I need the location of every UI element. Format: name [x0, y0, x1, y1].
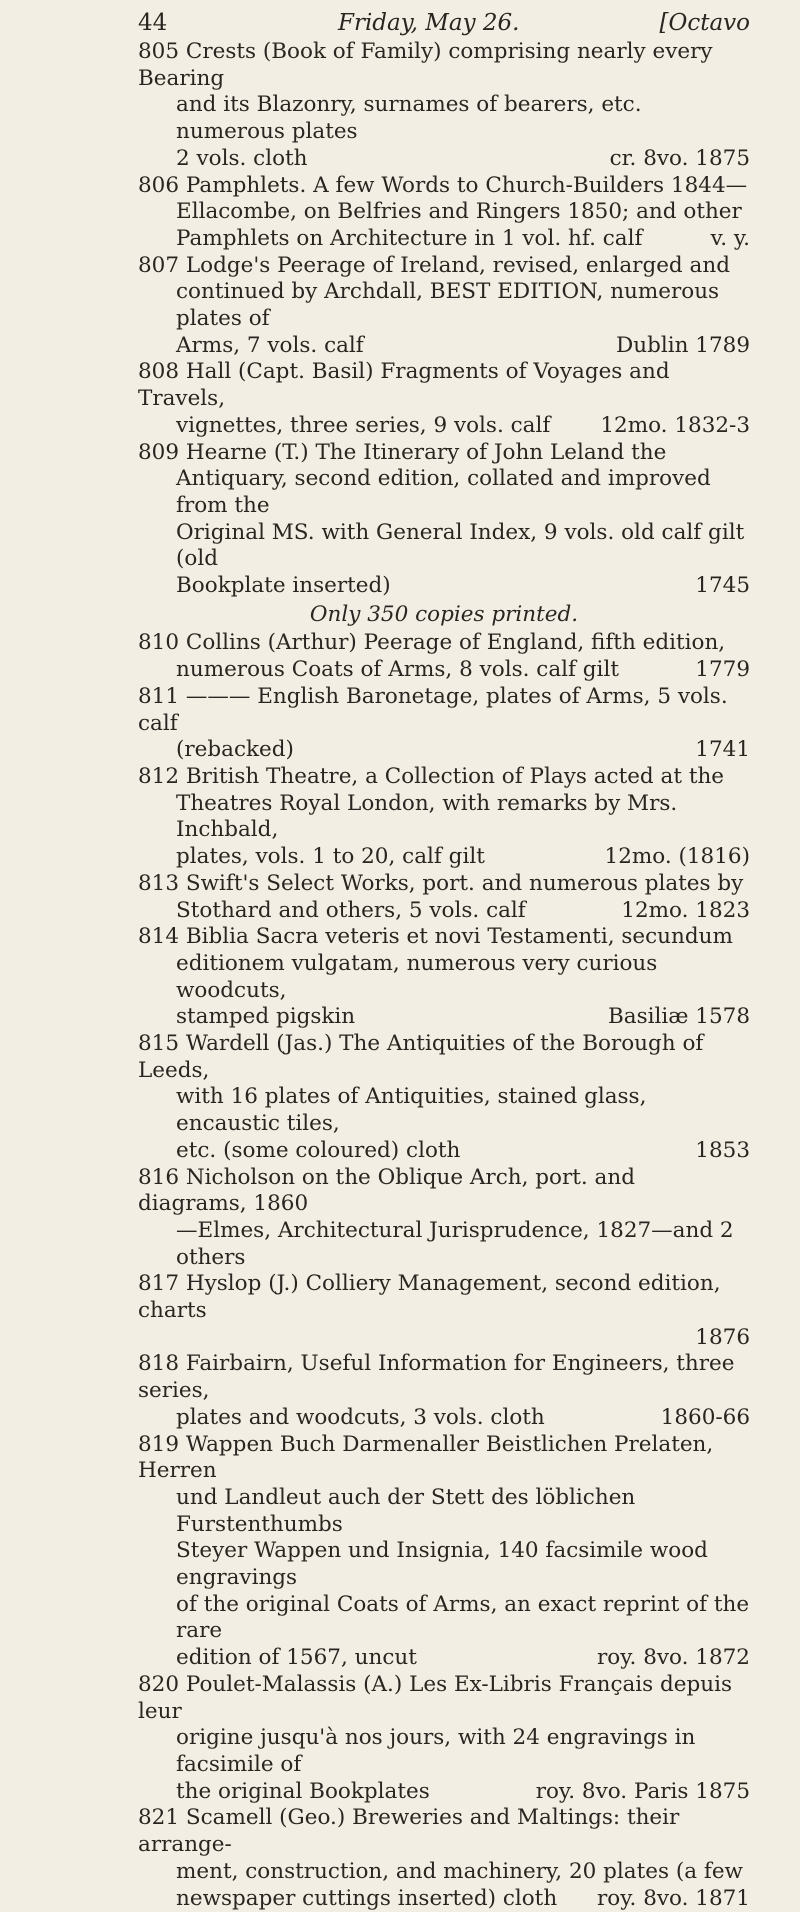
entry-line — [138, 1138, 750, 1165]
entry-text: 814 Biblia Sacra veteris et novi Testamenti, secundum — [138, 924, 733, 950]
entry-text: Pamphlets on Architecture in 1 vol. hf. calf — [176, 225, 643, 251]
entry-line — [138, 898, 750, 925]
entry-line — [138, 520, 750, 573]
page-header — [138, 10, 750, 40]
entry-line — [138, 253, 750, 280]
entry-line — [138, 1405, 750, 1432]
entry-text: 816 Nicholson on the Oblique Arch, port. and diagrams, 1860 — [138, 1164, 635, 1217]
entry-text: 819 Wappen Buch Darmenaller Beistlichen Prelaten, Herren — [138, 1431, 714, 1484]
catalogue-entry — [138, 359, 750, 439]
entry-text: 811 ——— English Baronetage, plates of Arms, 5 vols. calf — [138, 683, 728, 736]
entry-text: —Elmes, Architectural Jurisprudence, 1827—and 2 others — [176, 1217, 734, 1270]
entry-line — [138, 1084, 750, 1137]
entry-imprint: 1745 — [695, 573, 750, 599]
entry-line — [138, 1779, 750, 1806]
entry-text: continued by Archdall, BEST EDITION, numerous plates of — [176, 279, 720, 332]
entry-text: with 16 plates of Antiquities, stained glass, encaustic tiles, — [176, 1084, 647, 1137]
entry-line — [138, 413, 750, 440]
entry-imprint: 1876 — [695, 1324, 750, 1350]
entry-line — [138, 466, 750, 519]
entry-line — [138, 173, 750, 200]
entry-text: Original MS. with General Index, 9 vols. old calf gilt (old — [176, 519, 745, 572]
entry-line — [138, 951, 750, 1004]
catalogue-entry — [138, 871, 750, 924]
catalogue-entry — [138, 1031, 750, 1165]
catalogue-entry — [138, 764, 750, 871]
entry-line — [138, 226, 750, 253]
entry-line — [138, 1859, 750, 1886]
sale-date: Friday, May 26. — [338, 10, 520, 36]
entry-text: Theatres Royal London, with remarks by Mrs. Inchbald, — [176, 790, 678, 843]
entry-line — [138, 657, 750, 684]
entry-text: Bookplate inserted) — [176, 573, 391, 599]
entry-text: und Landleut auch der Stett des löblichen Furstenthumbs — [176, 1484, 636, 1537]
entry-imprint: 1779 — [695, 657, 750, 683]
catalogue-entry — [138, 1271, 750, 1351]
entry-text: of the original Coats of Arms, an exact reprint of the rare — [176, 1591, 750, 1644]
entry-text: 813 Swift's Select Works, port. and numerous plates by — [138, 870, 744, 896]
entry-text: 812 British Theatre, a Collection of Plays acted at the — [138, 763, 725, 789]
entry-line — [138, 1485, 750, 1538]
catalogue-entry — [138, 173, 750, 253]
entry-imprint: 12mo. 1823 — [621, 897, 750, 923]
entry-line — [138, 684, 750, 737]
entry-line — [138, 630, 750, 657]
entry-line — [138, 924, 750, 951]
entry-text: 821 Scamell (Geo.) Breweries and Maltings: their arrange- — [138, 1805, 680, 1858]
entry-imprint: roy. 8vo. 1871 — [597, 1885, 750, 1911]
entry-line — [138, 92, 750, 145]
entry-text: Steyer Wappen und Insignia, 140 facsimile wood engravings — [176, 1538, 708, 1591]
entry-line — [138, 440, 750, 467]
entry-line — [138, 1538, 750, 1591]
entry-text: plates, vols. 1 to 20, calf gilt — [176, 844, 485, 870]
catalogue-entry — [138, 253, 750, 360]
entry-imprint: 12mo. (1816) — [604, 844, 750, 870]
catalogue-entry — [138, 39, 750, 173]
entry-text: origine jusqu'à nos jours, with 24 engravings in facsimile of — [176, 1725, 696, 1777]
entry-line — [138, 871, 750, 898]
entry-line — [138, 1031, 750, 1084]
entry-text: editionem vulgatam, numerous very curious woodcuts, — [176, 950, 658, 1003]
entry-text: 805 Crests (Book of Family) comprising nearly every Bearing — [138, 39, 713, 91]
entry-text: Stothard and others, 5 vols. calf — [176, 897, 526, 923]
catalogue-entry — [138, 440, 750, 600]
entry-line — [138, 39, 750, 92]
entry-text: 810 Collins (Arthur) Peerage of England, fifth edition, — [138, 630, 726, 656]
entry-text: and its Blazonry, surnames of bearers, etc. numerous plates — [176, 92, 642, 145]
entry-text: Ellacombe, on Belfries and Ringers 1850; and other — [176, 199, 742, 225]
entry-line — [138, 764, 750, 791]
entry-text: 808 Hall (Capt. Basil) Fragments of Voyages and Travels, — [138, 359, 670, 412]
catalogue-entry — [138, 1432, 750, 1672]
catalogue-entry — [138, 924, 750, 1031]
entry-text: 806 Pamphlets. A few Words to Church-Builders 1844— — [138, 172, 748, 198]
entry-text: 820 Poulet-Malassis (A.) Les Ex-Libris Français depuis leur — [138, 1671, 733, 1724]
entry-text: Antiquary, second edition, collated and improved from the — [176, 466, 711, 518]
edition-note: Only 350 copies printed. — [309, 601, 579, 627]
entry-text: (rebacked) — [176, 737, 294, 763]
entry-text: Arms, 7 vols. calf — [176, 332, 364, 358]
entry-text: numerous Coats of Arms, 8 vols. calf gilt — [176, 657, 619, 683]
entry-imprint: roy. 8vo. 1872 — [597, 1645, 750, 1671]
entry-line — [138, 1672, 750, 1725]
entry-imprint: roy. 8vo. Paris 1875 — [535, 1778, 750, 1804]
entry-line — [138, 1592, 750, 1645]
entry-text: etc. (some coloured) cloth — [176, 1137, 461, 1163]
entry-text: 818 Fairbairn, Useful Information for Engineers, three series, — [138, 1351, 735, 1404]
entry-line — [138, 359, 750, 412]
entry-text: 807 Lodge's Peerage of Ireland, revised, enlarged and — [138, 252, 730, 278]
entry-line — [138, 1325, 750, 1352]
entry-line — [138, 844, 750, 871]
entry-text: newspaper cuttings inserted) cloth — [176, 1885, 558, 1911]
page-number: 44 — [138, 10, 168, 36]
entry-text: 815 Wardell (Jas.) The Antiquities of the Borough of Leeds, — [138, 1031, 704, 1083]
entry-line — [138, 1004, 750, 1031]
entry-text: 809 Hearne (T.) The Itinerary of John Leland the — [138, 439, 667, 465]
entry-line — [138, 199, 750, 226]
entry-text: plates and woodcuts, 3 vols. cloth — [176, 1404, 545, 1430]
catalogue-entries — [138, 39, 750, 1912]
entry-line — [138, 1805, 750, 1858]
catalogue-entry — [138, 1672, 750, 1806]
entry-line — [138, 1645, 750, 1672]
entry-imprint: v. y. — [710, 225, 750, 251]
entry-text: vignettes, three series, 9 vols. calf — [176, 412, 551, 438]
entry-line — [138, 1432, 750, 1485]
entry-line — [138, 1886, 750, 1912]
entry-line — [138, 573, 750, 600]
catalogue-entry — [138, 1805, 750, 1912]
catalogue-entry — [138, 1351, 750, 1431]
catalogue-entry — [138, 684, 750, 764]
entry-text: stamped pigskin — [176, 1004, 356, 1030]
entry-line — [138, 146, 750, 173]
entry-text: edition of 1567, uncut — [176, 1645, 417, 1671]
entry-line — [138, 791, 750, 844]
entry-imprint: Basiliæ 1578 — [607, 1004, 750, 1030]
entry-imprint: 12mo. 1832-3 — [600, 412, 750, 438]
entry-line — [138, 279, 750, 332]
format-label: [Octavo — [659, 10, 750, 36]
entry-imprint: cr. 8vo. 1875 — [609, 145, 750, 171]
entry-line — [138, 1165, 750, 1218]
entry-text: the original Bookplates — [176, 1778, 430, 1804]
entry-line — [138, 1725, 750, 1778]
entry-imprint: Dublin 1789 — [616, 332, 750, 358]
entry-line — [138, 1351, 750, 1404]
entry-imprint: 1860-66 — [660, 1404, 750, 1430]
entry-line — [138, 737, 750, 764]
catalogue-entry — [138, 1165, 750, 1272]
entry-line — [138, 333, 750, 360]
entry-line — [138, 1271, 750, 1324]
entry-text: ment, construction, and machinery, 20 plates (a few — [176, 1858, 743, 1884]
entry-text: 817 Hyslop (J.) Colliery Management, second edition, charts — [138, 1271, 721, 1324]
entry-text: 2 vols. cloth — [176, 145, 308, 171]
entry-line — [138, 1218, 750, 1271]
entry-imprint: 1741 — [695, 737, 750, 763]
catalogue-entry — [138, 630, 750, 683]
entry-imprint: 1853 — [695, 1137, 750, 1163]
